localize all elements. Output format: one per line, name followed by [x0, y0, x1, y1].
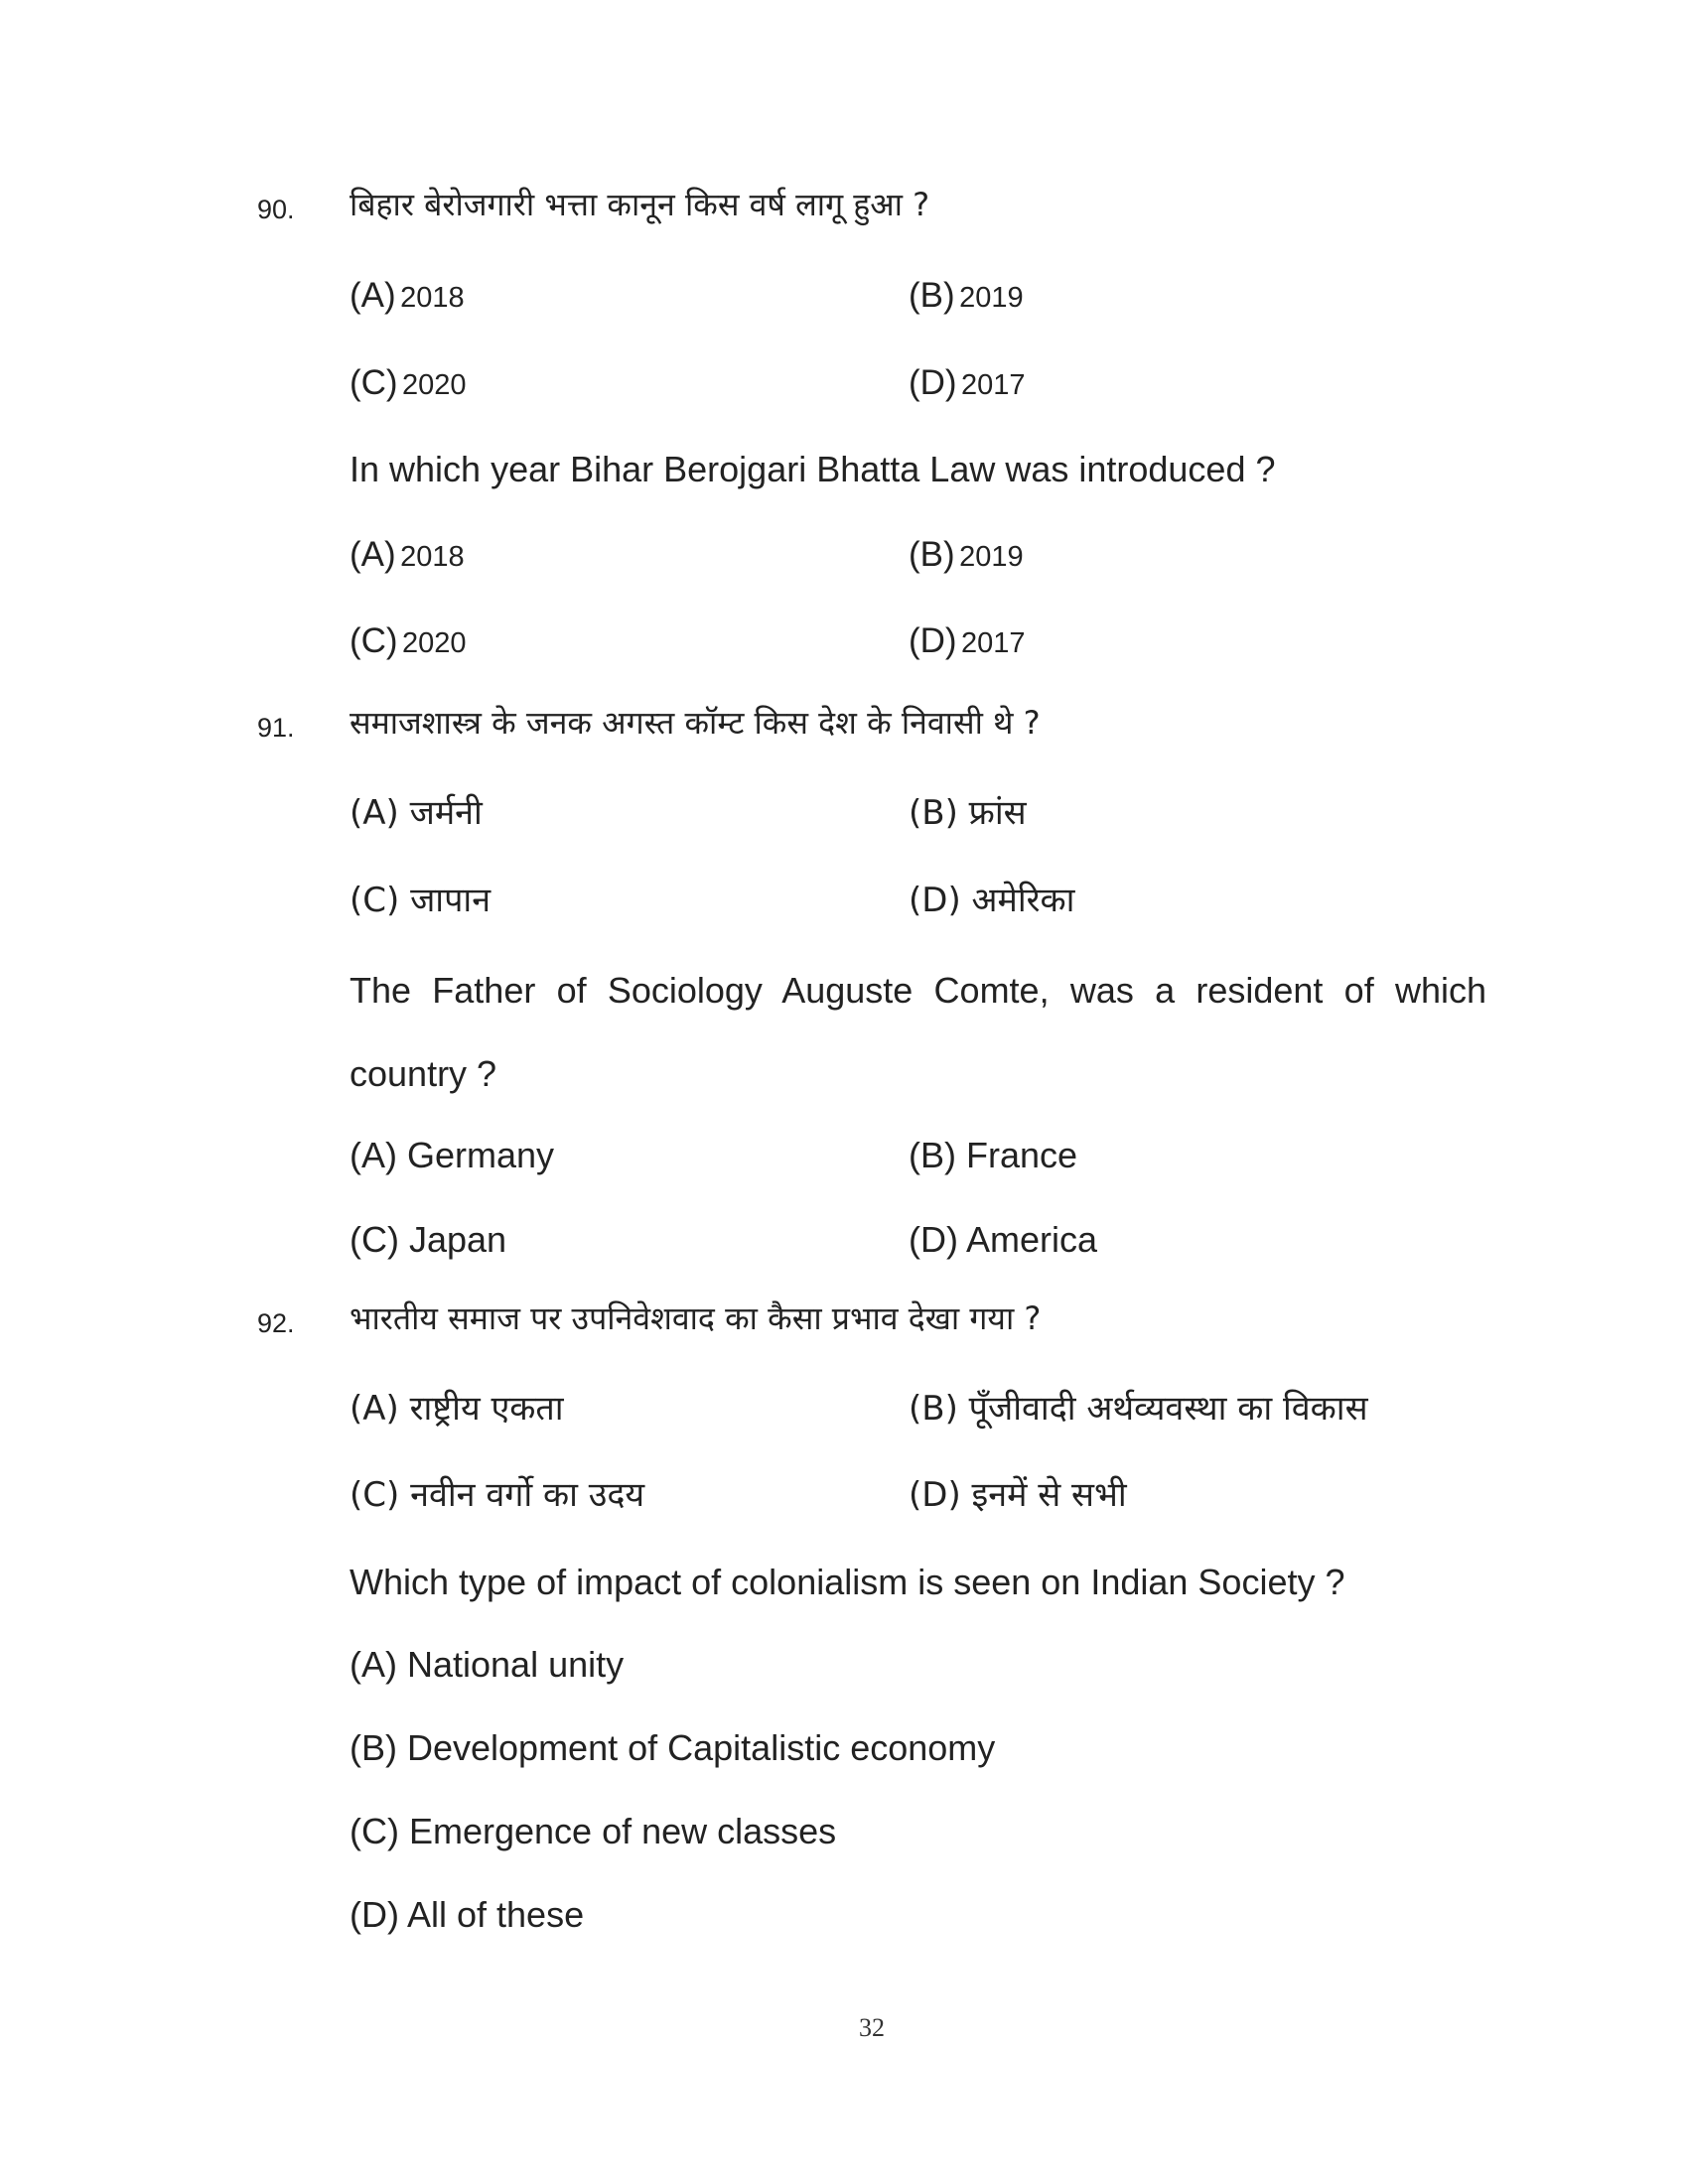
option-b: [909, 278, 1024, 313]
question-text-hindi: भारतीय समाज पर उपनिवेशवाद का कैसा प्रभाव देखा गया ?: [350, 1299, 1042, 1337]
option-label: (C): [350, 621, 398, 660]
option-d: (D) All of these: [350, 1894, 585, 1935]
option-value: 2020: [402, 369, 467, 401]
option-value: 2018: [400, 541, 465, 573]
option-c: (C) Japan: [350, 1219, 507, 1260]
option-label: (C): [350, 363, 398, 402]
option-c: (C) जापान: [350, 881, 492, 920]
option-d: (D) अमेरिका: [909, 881, 1075, 920]
option-b: (B) पूँजीवादी अर्थव्यवस्था का विकास: [909, 1389, 1368, 1429]
option-value: 2020: [402, 627, 467, 659]
option-b: (B) फ्रांस: [909, 793, 1027, 833]
option-d: [909, 623, 1026, 658]
option-a: (A) Germany: [350, 1135, 555, 1175]
option-value: 2017: [961, 369, 1026, 401]
option-c: [350, 623, 467, 658]
option-label: (A): [350, 535, 396, 574]
option-label: (D): [909, 621, 957, 660]
option-label: (D): [909, 363, 957, 402]
option-a: [350, 537, 465, 572]
option-a: (A) राष्ट्रीय एकता: [350, 1389, 564, 1429]
option-value: 2019: [959, 541, 1024, 573]
option-b: (B) Development of Capitalistic economy: [350, 1727, 996, 1768]
option-value: 2019: [959, 282, 1024, 314]
question-text-hindi: बिहार बेरोजगारी भत्ता कानून किस वर्ष लागू हुआ ?: [350, 186, 930, 223]
option-a: [350, 278, 465, 313]
option-value: 2018: [400, 282, 465, 314]
option-b: [909, 537, 1024, 572]
question-number: 92.: [257, 1308, 295, 1338]
question-number: 91.: [257, 713, 295, 743]
option-d: (D) America: [909, 1219, 1098, 1260]
option-label: (B): [909, 276, 955, 315]
page-number: 32: [859, 2013, 885, 2042]
option-a: (A) जर्मनी: [350, 793, 483, 833]
question-text-english-line-1: The Father of Sociology Auguste Comte, was a resident of which: [350, 970, 1486, 1011]
option-b: (B) France: [909, 1135, 1078, 1175]
option-label: (A): [350, 276, 396, 315]
option-d: [909, 365, 1026, 400]
option-c: (C) Emergence of new classes: [350, 1811, 837, 1851]
option-d: (D) इनमें से सभी: [909, 1475, 1127, 1515]
question-number: 90.: [257, 195, 295, 224]
question-text-english: In which year Bihar Berojgari Bhatta Law was introduced ?: [350, 449, 1276, 489]
question-text-english-line-2: country ?: [350, 1053, 497, 1094]
option-a: (A) National unity: [350, 1644, 625, 1685]
option-c: [350, 365, 467, 400]
option-c: (C) नवीन वर्गो का उदय: [350, 1475, 645, 1515]
option-label: (B): [909, 535, 955, 574]
option-value: 2017: [961, 627, 1026, 659]
question-text-hindi: समाजशास्त्र के जनक अगस्त कॉम्ट किस देश के निवासी थे ?: [350, 704, 1041, 742]
question-text-english: Which type of impact of colonialism is seen on Indian Society ?: [350, 1562, 1345, 1602]
